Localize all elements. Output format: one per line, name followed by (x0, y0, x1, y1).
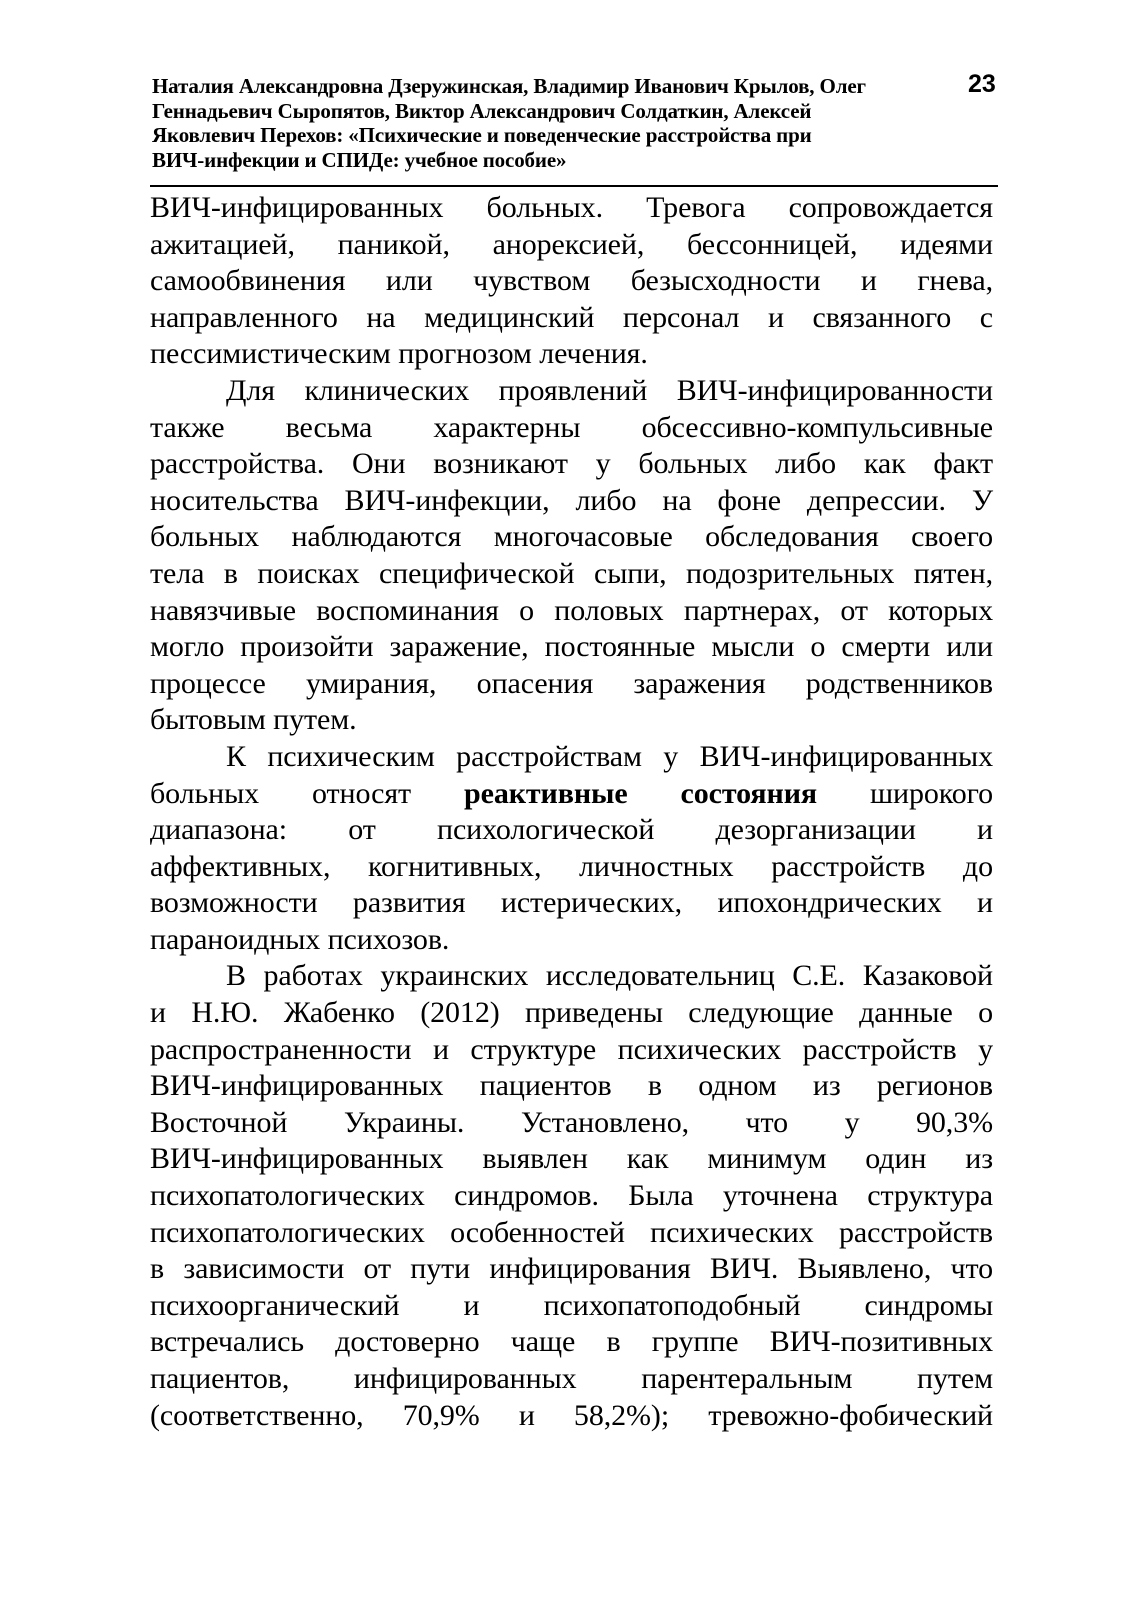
header-divider (150, 185, 998, 187)
text-line: самообвинения или чувством безысходности и гнева, (150, 264, 993, 298)
text-line: и Н.Ю. Жабенко (2012) приведены следующие данные о (150, 996, 993, 1030)
text-line: параноидных психозов. (150, 922, 450, 956)
text-line: расстройства. Они возникают у больных либо как факт (150, 447, 993, 481)
page-number: 23 (968, 70, 996, 98)
header-line: Геннадьевич Сыропятов, Виктор Александрович Солдаткин, Алексей (152, 98, 812, 123)
page-body (150, 190, 993, 1434)
paragraph-4 (150, 958, 993, 1434)
text-fragment: широкого (870, 776, 993, 810)
text-line: ажитацией, паникой, анорексией, бессонницей, идеями (150, 227, 993, 261)
text-line: навязчивые воспоминания о половых партнерах, от которых (150, 593, 993, 627)
text-line: ВИЧ-инфицированных выявлен как минимум один из (150, 1142, 993, 1176)
text-line: встречались достоверно чаще в группе ВИЧ-позитивных (150, 1325, 993, 1359)
text-line: в зависимости от пути инфицирования ВИЧ. Выявлено, что (150, 1252, 993, 1286)
text-line: В работах украинских исследовательниц С.Е. Казаковой (226, 959, 993, 993)
text-line: ВИЧ-инфицированных пациентов в одном из регионов (150, 1069, 993, 1103)
text-line: диапазона: от психологической дезорганизации и (150, 813, 993, 847)
text-line: Для клинических проявлений ВИЧ-инфицированности (226, 373, 993, 407)
header-line: ВИЧ-инфекции и СПИДе: учебное пособие» (152, 147, 567, 172)
text-line: могло произойти заражение, постоянные мысли о смерти или (150, 630, 993, 664)
text-line: также весьма характерны обсессивно-компульсивные (150, 410, 993, 444)
header-line: Наталия Александровна Дзеружинская, Владимир Иванович Крылов, Олег (152, 74, 866, 98)
text-line: Восточной Украины. Установлено, что у 90,3% (150, 1105, 993, 1139)
text-line: пессимистическим прогнозом лечения. (150, 337, 648, 371)
text-line: больных наблюдаются многочасовые обследования своего (150, 520, 993, 554)
text-line-with-emphasis (150, 776, 993, 813)
text-line: бытовым путем. (150, 703, 357, 737)
text-fragment: больных относят (150, 776, 412, 810)
text-line: пациентов, инфицированных парентеральным путем (150, 1362, 993, 1395)
text-line: ВИЧ-инфицированных больных. Тревога сопровождается (150, 191, 993, 224)
header-line: Яковлевич Перехов: «Психические и поведенческие расстройства при (152, 123, 812, 147)
text-line: возможности развития истерических, ипохондрических и (150, 886, 993, 920)
text-line: носительства ВИЧ-инфекции, либо на фоне депрессии. У (150, 483, 993, 517)
text-line: психопатологических особенностей психических расстройств (150, 1215, 993, 1249)
paragraph-3 (150, 739, 993, 959)
text-line: психопатологических синдромов. Была уточнена структура (150, 1179, 993, 1213)
paragraph-2 (150, 373, 993, 739)
text-line: тела в поисках специфической сыпи, подозрительных пятен, (150, 556, 993, 590)
text-line: распространенности и структуре психических расстройств у (150, 1032, 993, 1066)
text-line: психоорганический и психопатоподобный синдромы (150, 1288, 993, 1322)
text-line: аффективных, когнитивных, личностных расстройств до (150, 849, 993, 883)
text-line: (соответственно, 70,9% и 58,2%); тревожно-фобический (150, 1398, 993, 1432)
bold-term: реактивные состояния (464, 776, 818, 810)
text-line: направленного на медицинский персонал и связанного с (150, 300, 993, 334)
text-line: процессе умирания, опасения заражения родственников (150, 666, 993, 700)
running-header (152, 74, 992, 172)
text-line: К психическим расстройствам у ВИЧ-инфицированных (226, 739, 993, 773)
paragraph-1 (150, 190, 993, 373)
